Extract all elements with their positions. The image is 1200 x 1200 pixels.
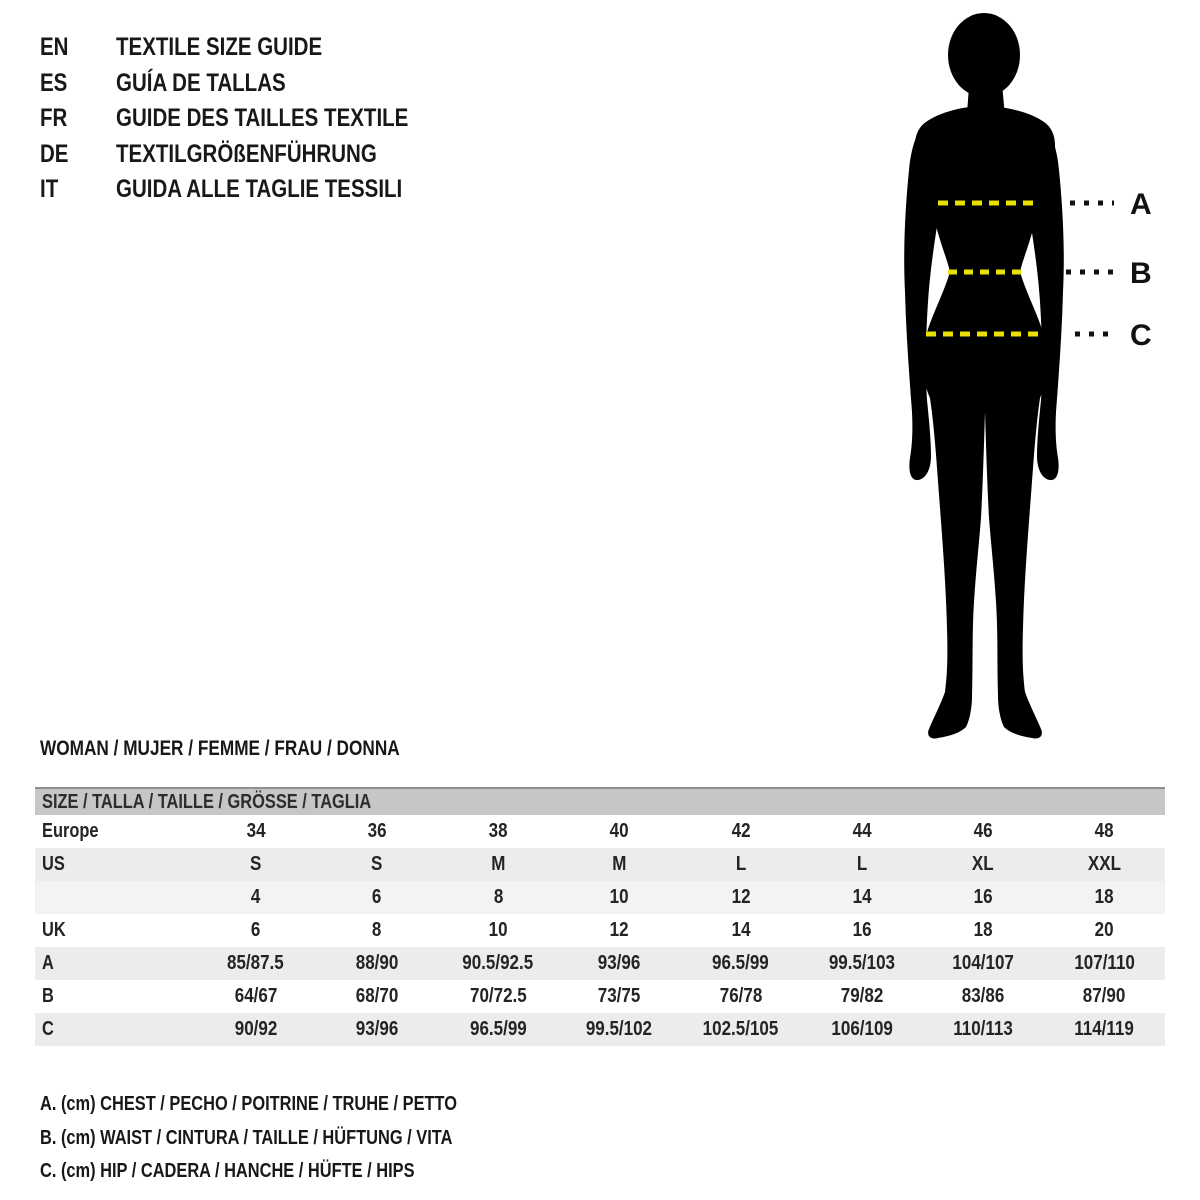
size-cell: 114/119	[1074, 1018, 1135, 1040]
size-cell: 104/107	[952, 952, 1014, 974]
row-label: US	[42, 853, 65, 875]
language-code: ES	[40, 68, 68, 97]
size-cell: 106/109	[831, 1018, 893, 1040]
size-cell: 20	[1094, 919, 1114, 941]
section-title: WOMAN / MUJER / FEMME / FRAU / DONNA	[40, 737, 400, 760]
size-cell: 99.5/103	[828, 952, 895, 974]
size-cell: 16	[852, 919, 872, 941]
size-cell: 93/96	[355, 1018, 399, 1040]
language-row	[40, 172, 473, 208]
row-label: B	[42, 985, 54, 1007]
size-cell: XL	[972, 853, 994, 875]
size-cell: 34	[246, 820, 266, 842]
size-cell: 6	[372, 886, 382, 908]
size-cell: 6	[250, 919, 261, 941]
size-cell: 79/82	[840, 985, 884, 1007]
size-cell: 107/110	[1074, 952, 1135, 974]
size-cell: 90.5/92.5	[462, 952, 534, 974]
size-cell: 70/72.5	[469, 985, 527, 1007]
size-cell: 14	[852, 886, 872, 908]
measurement-legend	[40, 1088, 549, 1189]
size-cell: L	[735, 853, 746, 875]
size-cell: 38	[488, 820, 508, 842]
legend-line: B. (cm) WAIST / CINTURA / TAILLE / HÜFTUNG / VITA	[40, 1126, 453, 1149]
size-cell: XXL	[1087, 853, 1121, 875]
size-cell: 85/87.5	[227, 952, 284, 974]
language-code: FR	[40, 104, 68, 133]
size-cell: 36	[367, 820, 387, 842]
marker-label-hip: C	[1130, 319, 1152, 352]
silhouette-left-arm	[904, 122, 937, 480]
language-code: DE	[40, 139, 69, 168]
size-cell: 14	[731, 919, 751, 941]
legend-line: C. (cm) HIP / CADERA / HANCHE / HÜFTE / HIPS	[40, 1160, 415, 1182]
size-cell: 73/75	[598, 985, 641, 1007]
size-cell: M	[612, 853, 627, 875]
language-code: IT	[40, 175, 59, 204]
language-title: GUÍA DE TALLAS	[116, 68, 286, 97]
size-cell: 88/90	[355, 952, 399, 974]
woman-silhouette	[904, 13, 1064, 739]
size-cell: 96.5/99	[469, 1018, 527, 1040]
size-cell: S	[249, 853, 262, 875]
size-cell: 10	[488, 919, 508, 941]
size-cell: 48	[1094, 820, 1114, 842]
marker-label-chest: A	[1130, 188, 1152, 221]
size-table-row	[35, 914, 1165, 947]
size-cell: 68/70	[355, 985, 399, 1007]
size-table-row	[35, 1013, 1165, 1046]
size-cell: 10	[609, 886, 629, 908]
size-cell: 90/92	[234, 1018, 277, 1040]
size-cell: S	[371, 853, 383, 875]
row-label	[35, 881, 195, 914]
size-cell: 4	[250, 886, 261, 908]
language-row	[40, 30, 473, 66]
row-label: UK	[42, 919, 66, 941]
language-row	[40, 137, 473, 173]
size-cell: 12	[731, 886, 751, 908]
measurement-figure	[880, 0, 1200, 760]
size-table-header: SIZE / TALLA / TAILLE / GRÖSSE / TAGLIA	[35, 787, 1165, 815]
size-cell: 18	[973, 919, 993, 941]
size-table-row	[35, 980, 1165, 1013]
size-cell: 40	[609, 820, 629, 842]
language-title: GUIDA ALLE TAGLIE TESSILI	[116, 175, 403, 204]
row-label: C	[42, 1018, 54, 1040]
row-label: Europe	[42, 820, 99, 842]
size-cell: L	[856, 853, 868, 875]
size-cell: 96.5/99	[712, 952, 769, 974]
marker-label-waist: B	[1130, 257, 1152, 290]
language-list	[40, 30, 473, 208]
legend-line: A. (cm) CHEST / PECHO / POITRINE / TRUHE / PETTO	[40, 1093, 458, 1115]
size-cell: 87/90	[1083, 985, 1126, 1007]
size-cell: 110/113	[953, 1018, 1013, 1040]
row-label: A	[42, 952, 54, 974]
size-cell: 8	[372, 919, 382, 941]
size-cell: 12	[609, 919, 629, 941]
size-table-row	[35, 947, 1165, 980]
size-cell: 93/96	[598, 952, 641, 974]
size-cell: 102.5/105	[702, 1018, 779, 1040]
size-table	[35, 787, 1165, 1046]
size-cell: 44	[852, 820, 872, 842]
language-row	[40, 101, 473, 137]
size-cell: M	[491, 853, 506, 875]
language-row	[40, 66, 473, 102]
size-table-row	[35, 881, 1165, 914]
size-table-row	[35, 848, 1165, 881]
size-table-grid	[35, 815, 1165, 1046]
size-cell: 76/78	[719, 985, 762, 1007]
language-title: TEXTILGRÖßENFÜHRUNG	[116, 139, 377, 168]
size-cell: 64/67	[234, 985, 277, 1007]
language-title: GUIDE DES TAILLES TEXTILE	[116, 104, 409, 133]
size-cell: 42	[731, 820, 751, 842]
size-cell: 18	[1094, 886, 1114, 908]
size-cell: 83/86	[961, 985, 1005, 1007]
language-code: EN	[40, 33, 69, 62]
size-cell: 46	[973, 820, 993, 842]
size-cell: 16	[973, 886, 993, 908]
size-cell: 8	[493, 886, 503, 908]
size-table-row	[35, 815, 1165, 848]
size-cell: 99.5/102	[586, 1018, 653, 1040]
language-title: TEXTILE SIZE GUIDE	[116, 33, 323, 62]
